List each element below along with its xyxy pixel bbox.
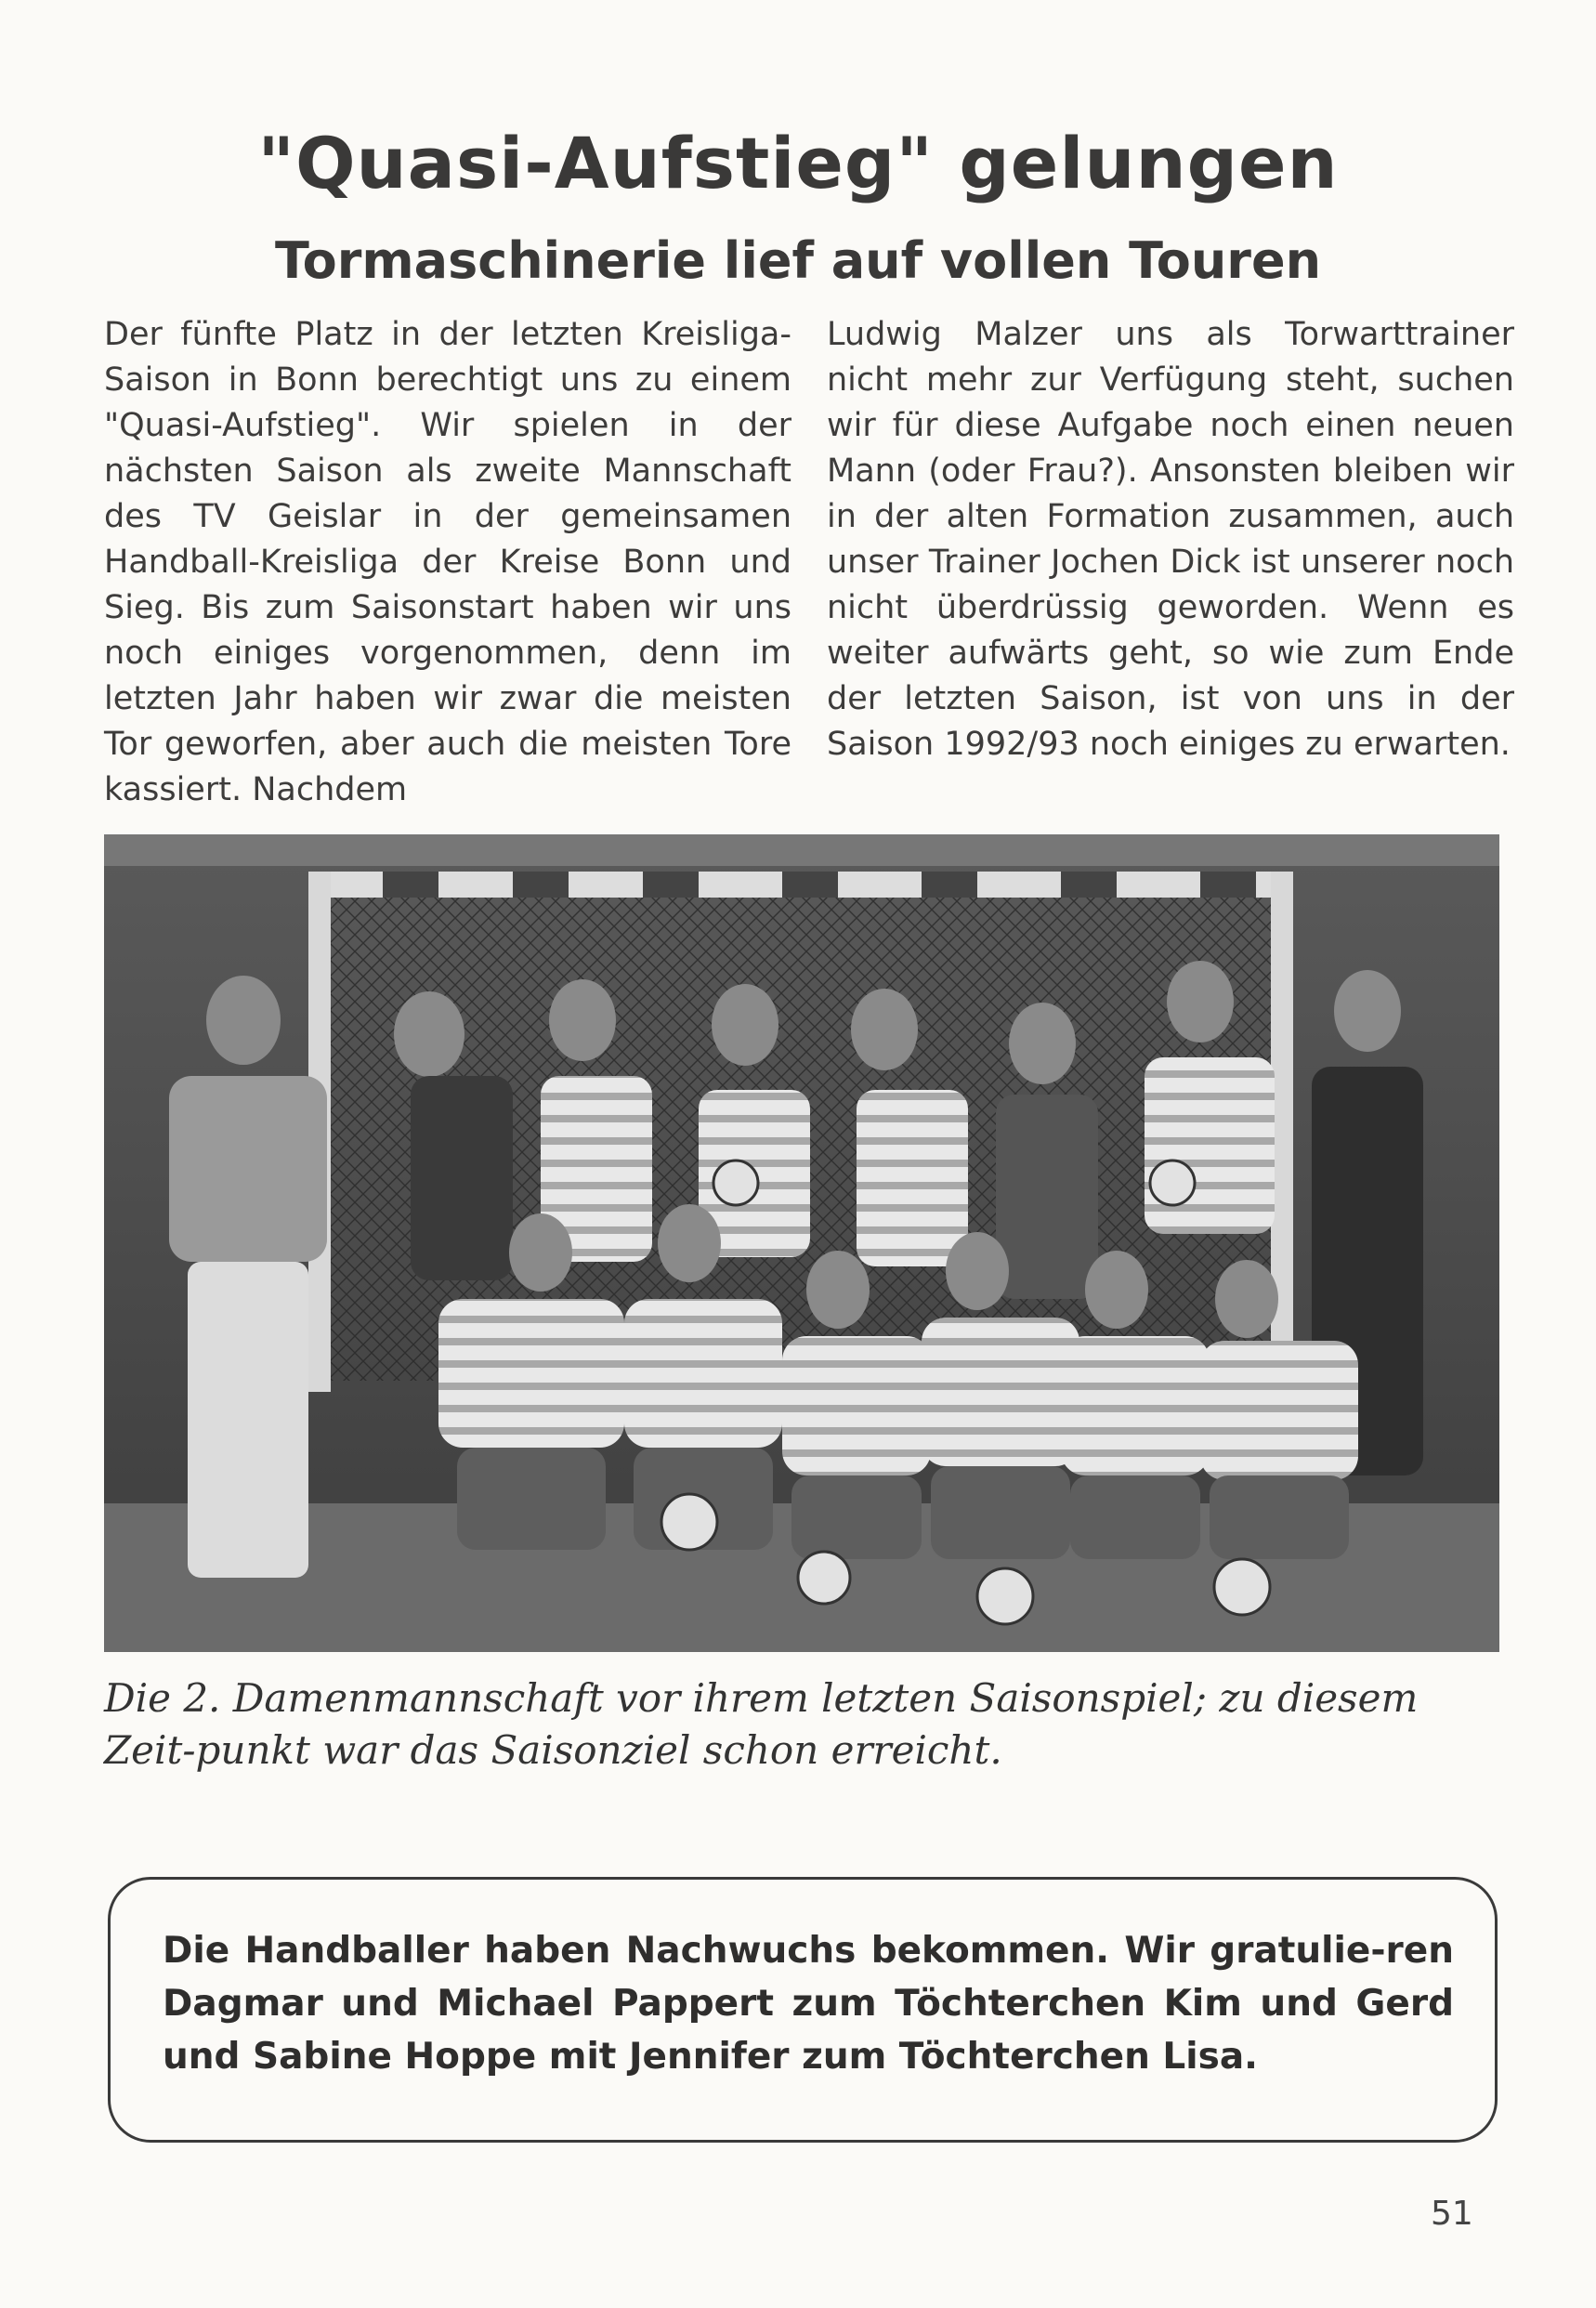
- article-title: "Quasi-Aufstieg" gelungen: [257, 122, 1339, 204]
- photo-caption: Die 2. Damenmannschaft vor ihrem letzten Saisonspiel; zu diesem Zeit-punkt war das Saisonziel schon erreicht.: [104, 1675, 1419, 1773]
- article-column-left: Der fünfte Platz in der letzten Kreisliga-Saison in Bonn berechtigt uns zu einem "Quasi-Aufstieg". Wir spielen in der nächsten Saison als zweite Mannschaft des TV Geislar in der gemeinsamen Handball-Kreisliga der Kreise Bonn und Sieg. Bis zum Saisonstart haben wir uns noch einiges vorgenommen, denn im letzten Jahr haben wir zwar die meisten Tor geworfen, aber auch die meisten Tore kassiert. Nachdem: [104, 316, 791, 808]
- announcement-box: [108, 1877, 1498, 2143]
- article-column-right: Ludwig Malzer uns als Torwarttrainer nicht mehr zur Verfügung steht, suchen wir für diese Aufgabe noch einen neuen Mann (oder Frau?). Ansonsten bleiben wir in der alten Formation zusammen, auch unser Trainer Jochen Dick ist unserer noch nicht überdrüssig geworden. Wenn es weiter aufwärts geht, so wie zum Ende der letzten Saison, ist von uns in der Saison 1992/93 noch einiges zu erwarten.: [827, 316, 1514, 763]
- team-photo: [104, 834, 1499, 1652]
- announcement-text: Die Handballer haben Nachwuchs bekommen. Wir gratulie-ren Dagmar und Michael Pappert zum Töchterchen Kim und Gerd und Sabine Hoppe mit Jennifer zum Töchterchen Lisa.: [163, 1930, 1454, 2078]
- article-subtitle: Tormaschinerie lief auf vollen Touren: [274, 231, 1322, 290]
- page-number: 51: [1431, 2195, 1473, 2233]
